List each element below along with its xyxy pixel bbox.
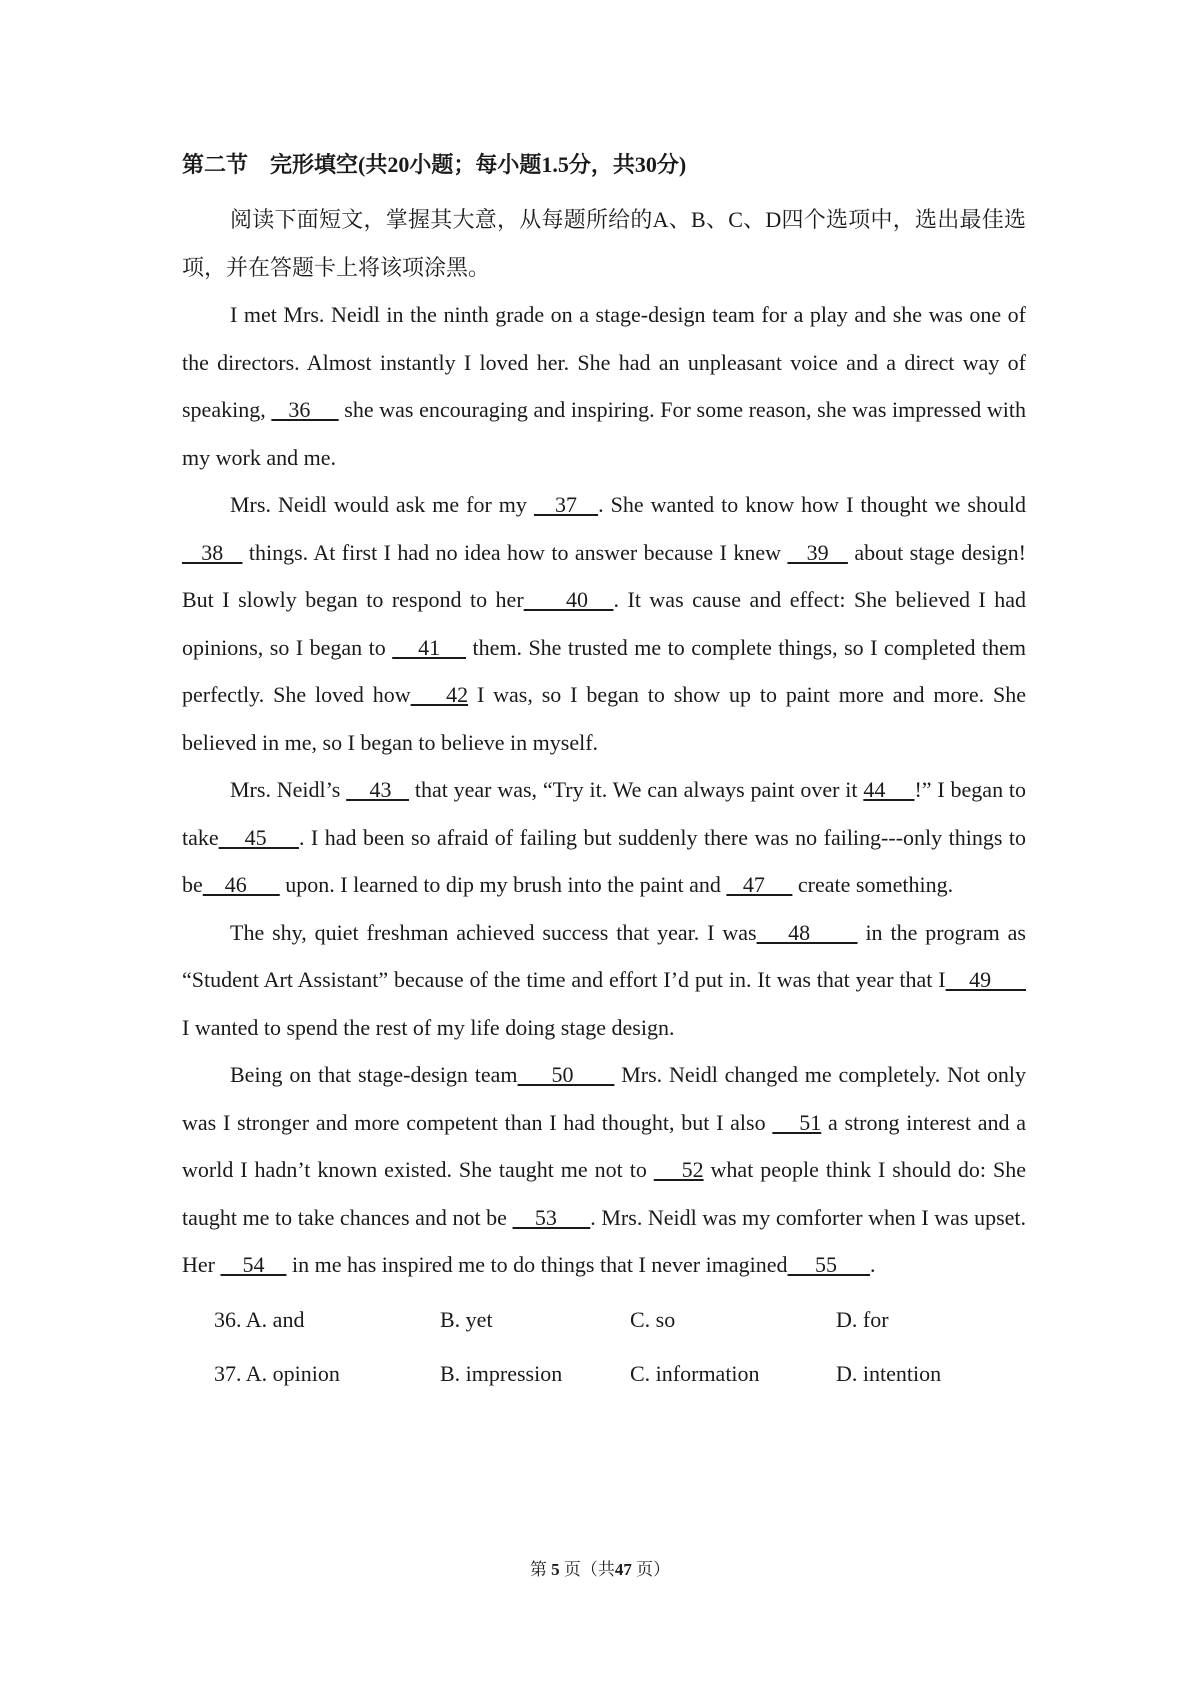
text-span: . Mrs. Neidl was my comforter when I was upset. Her xyxy=(182,1204,1027,1277)
text-span: Mrs. Neidl would ask me for my xyxy=(230,492,534,517)
text-span: upon. I learned to dip my brush into the paint and xyxy=(279,872,727,897)
passage-paragraph-3 xyxy=(182,766,1026,909)
text-span: . She wanted to know how I thought we should xyxy=(598,492,1027,517)
text-span: create something. xyxy=(792,872,954,897)
page-footer xyxy=(0,1555,1200,1580)
blank-36: 36 xyxy=(271,397,339,422)
blank-53: 53 xyxy=(512,1204,591,1230)
blank-50: 50 xyxy=(517,1062,615,1087)
option-a: 36. A. and xyxy=(214,1306,305,1332)
option-c: C. information xyxy=(630,1360,760,1386)
instruction-text: 阅读下面短文，掌握其大意，从每题所给的A、B、C、D四个选项中，选出最佳选项，并在答题卡上将该项涂黑。 xyxy=(182,207,1026,280)
option-c: C. so xyxy=(630,1306,676,1332)
blank-52: 52 xyxy=(653,1157,704,1182)
blank-38: 38 xyxy=(182,539,243,565)
blank-43: 43 xyxy=(346,777,409,802)
text-span: . xyxy=(870,1252,876,1277)
option-d: D. for xyxy=(836,1306,889,1332)
blank-48: 48 xyxy=(756,919,858,945)
question-37-options xyxy=(182,1347,1026,1401)
text-span: I met Mrs. Neidl in the ninth grade on a stage-design team for a play and she was one of the directors. Almost instantly I loved her. She had an unpleasant voice and a direct way of speaking, xyxy=(182,302,1026,422)
blank-51: 51 xyxy=(772,1109,822,1135)
section-title: 第二节 完形填空(共20小题；每小题1.5分，共30分) xyxy=(182,152,687,177)
text-span: . I had been so afraid of failing but suddenly there was no failing---only things to be xyxy=(182,824,1026,897)
answer-options xyxy=(182,1293,1026,1401)
blank-44: 44 xyxy=(863,777,915,802)
text-span: Being on that stage-design team xyxy=(230,1062,518,1087)
text-span: The shy, quiet freshman achieved success that year. I was xyxy=(230,919,757,945)
blank-42: 42 xyxy=(410,682,469,707)
blank-37: 37 xyxy=(533,492,599,517)
blank-39: 39 xyxy=(787,539,848,565)
option-a: 37. A. opinion xyxy=(214,1360,340,1386)
blank-54: 54 xyxy=(220,1252,287,1277)
passage-paragraph-4 xyxy=(182,909,1026,1052)
text-span: Mrs. Neidl’s xyxy=(230,777,347,802)
text-span: about stage design! But I slowly began to respond to her xyxy=(182,539,1026,612)
text-span: that year was, “Try it. We can always paint over it xyxy=(409,777,864,802)
footer-text: 页（共 xyxy=(563,1560,615,1579)
text-span: things. At first I had no idea how to answer because I knew xyxy=(242,539,788,565)
blank-45: 45 xyxy=(218,824,299,850)
page-number: 5 xyxy=(551,1560,560,1579)
blank-55: 55 xyxy=(787,1252,870,1277)
text-span: . It was cause and effect: She believed I had opinions, so I began to xyxy=(182,587,1027,660)
blank-47: 47 xyxy=(726,872,793,897)
blank-49: 49 xyxy=(945,967,1026,992)
text-span: a strong interest and a world I hadn’t known existed. She taught me not to xyxy=(182,1109,1026,1182)
passage-paragraph-2 xyxy=(182,481,1026,766)
text-span: in the program as “Student Art Assistant” because of the time and effort I’d put in. It was that year that I xyxy=(182,919,1026,992)
text-span: she was encouraging and inspiring. For some reason, she was impressed with my work and me. xyxy=(182,397,1027,470)
footer-text: 页） xyxy=(636,1560,671,1579)
option-d: D. intention xyxy=(836,1360,942,1386)
option-b: B. impression xyxy=(440,1360,563,1386)
total-pages: 47 xyxy=(614,1560,632,1579)
blank-46: 46 xyxy=(202,872,280,897)
question-36-options xyxy=(182,1293,1026,1347)
passage-paragraph-1 xyxy=(182,291,1026,481)
text-span: I wanted to spend the rest of my life doing stage design. xyxy=(182,1014,675,1040)
text-span: Mrs. Neidl changed me completely. Not only was I stronger and more competent than I had thought, but I also xyxy=(182,1062,1026,1135)
footer-text: 第 xyxy=(529,1560,547,1579)
option-b: B. yet xyxy=(440,1306,493,1332)
text-span: them. She trusted me to complete things, so I completed them perfectly. She loved how xyxy=(182,634,1027,707)
text-span: !” I began to take xyxy=(182,777,1027,850)
passage-paragraph-5 xyxy=(182,1051,1026,1289)
text-span: I was, so I began to show up to paint more and more. She believed in me, so I began to believe in myself. xyxy=(182,682,1026,755)
text-span: in me has inspired me to do things that I never imagined xyxy=(286,1252,788,1277)
text-span: what people think I should do: She taught me to take chances and not be xyxy=(182,1157,1026,1230)
document-page xyxy=(182,150,1026,1401)
blank-41: 41 xyxy=(392,634,466,660)
blank-40: 40 xyxy=(523,587,614,612)
